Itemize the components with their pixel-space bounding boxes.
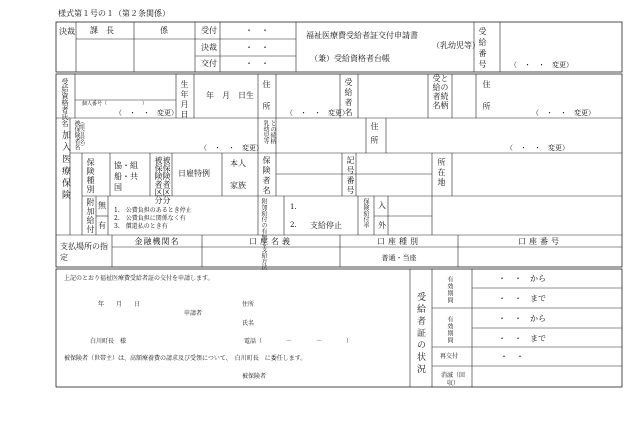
reissue-date: ・ ・: [500, 352, 524, 361]
method-2: 2.: [290, 221, 297, 229]
holder-name-label: 受給者名: [344, 78, 353, 118]
qualified-change: （ ・ ・ 変更）: [115, 109, 178, 117]
insured-address-change: （ ・ ・ 変更）: [506, 144, 569, 152]
insured-address-label: 住所: [370, 122, 379, 150]
qualified-name-label: 受給資格者氏名: [61, 78, 69, 127]
insured-change: （ ・ ・ 変更）: [200, 144, 263, 152]
self-label: 本人: [230, 159, 246, 168]
symbol-no-label: 記号番号: [346, 156, 355, 196]
issued-date: ・ ・: [245, 59, 269, 68]
approval-date: ・ ・: [245, 43, 269, 52]
validity-label-2: 有効期間: [446, 316, 453, 344]
benefit-rate-label: 保険給付率: [362, 198, 369, 228]
validity-from-2: ・ ・ から: [498, 314, 546, 323]
issued-label: 交付: [201, 59, 217, 68]
section-chief-label: 課 長: [90, 26, 114, 35]
insured-signature-label: 被保険者: [242, 373, 267, 380]
recipient-no-change: （ ・ ・ 変更）: [510, 61, 573, 69]
personal-number: 個人番号（ ）: [82, 101, 148, 107]
received-label: 受付: [201, 26, 217, 35]
validity-to-2: ・ ・ まで: [498, 334, 546, 343]
application-date: 年 月 日: [98, 301, 141, 308]
insurance-label: 加入医療保険: [60, 130, 70, 202]
has-label: 有: [98, 221, 106, 230]
validity-to-1: ・ ・ まで: [498, 294, 546, 303]
address-label-2: 住所: [482, 80, 491, 124]
applicant-label: 申請者: [184, 310, 203, 317]
family-label: 家族: [230, 181, 246, 190]
void-label: 消滅（回収）: [440, 372, 465, 387]
ins-kinds: 協・組 船・共 国: [114, 161, 138, 192]
received-date: ・ ・: [245, 26, 269, 35]
method-1: 1.: [290, 203, 297, 211]
approval-row-label: 決裁: [201, 43, 217, 52]
recipient-no-label: 受給番号: [478, 27, 487, 71]
add-method-label: 附加給付の有無と支給方法: [260, 198, 267, 270]
holder-label-small: 受給者名: [432, 74, 441, 110]
location-label: 所在地: [437, 158, 446, 188]
consent-statement: 被保険者（世帯主）は、高額療養費の請求及び受領について、 白川町長 に委任します。: [64, 355, 307, 362]
insured-type-label-2: 被保険者区分: [162, 156, 171, 204]
opt-3: 3. 償還払のとき有: [114, 223, 168, 230]
validity-label-1: 有効期間: [446, 276, 453, 304]
ins-type-label: 保険種別: [86, 158, 95, 194]
application-statement: 上記のとおり福祉医療費受給者証の交付を申請します。: [64, 275, 214, 282]
phone-label: 電話（ － － ）: [244, 338, 353, 345]
account-type-header: 口座種別: [377, 237, 421, 246]
form-title: 福祉医療費受給者証交付申請書: [306, 31, 418, 40]
applicant-address-label: 住所: [242, 301, 255, 308]
relation-small: との続柄: [269, 120, 276, 144]
additional-label: 附加給付: [86, 198, 95, 234]
applicant-name-label: 氏名: [242, 320, 255, 327]
birth-format: 年 月 日生: [206, 91, 254, 100]
daily-special: 日雇特例: [178, 169, 210, 178]
account-types: 普通・当座: [381, 254, 417, 262]
payment-label: 支払場所の指定: [60, 242, 108, 262]
in-label: 入: [378, 201, 386, 210]
opt-2: 2. 公費負担に関係なく有: [114, 215, 186, 222]
form-note: （乳幼児等）: [432, 41, 480, 50]
address-change-2: （ ・ ・ 変更）: [532, 109, 595, 117]
insured-name-paren: （組合員名）: [79, 119, 85, 149]
approval-label-1: 決裁: [59, 27, 75, 36]
form-id: 様式第１号の１（第２条関係）: [58, 9, 170, 18]
out-label: 外: [378, 221, 386, 230]
stop-label: 支給停止: [310, 221, 342, 230]
nothing-label: 無: [98, 201, 106, 210]
account-name-header: 口座名義: [249, 237, 293, 246]
form-subtitle: （兼）受給資格者台帳: [310, 54, 390, 63]
opt-1: 1. 公費負担のあるとき停止: [114, 207, 192, 214]
status-label: 受給者証の状況: [415, 292, 425, 376]
account-no-header: 口座番号: [518, 237, 562, 246]
bank-name-header: 金融機関名: [134, 237, 180, 246]
validity-from-1: ・ ・ から: [498, 274, 546, 283]
insured-type-label: 被保険者区分: [154, 156, 163, 204]
relation-prefix: 乳幼児等: [262, 120, 269, 144]
address-label-1: 住所: [262, 80, 271, 124]
birth-label: 生年月日: [180, 80, 189, 120]
relation-label: との続柄: [440, 74, 449, 110]
reissue-label: 再交付: [440, 353, 459, 360]
addressee: 白川町長 様: [90, 338, 127, 345]
staff-label: 係: [160, 26, 168, 35]
insured-name-label: 被保険者名: [73, 120, 80, 150]
address-change-1: （ ・ ・ 変更）: [286, 109, 349, 117]
insurer-name-label: 保険者名: [262, 156, 271, 196]
